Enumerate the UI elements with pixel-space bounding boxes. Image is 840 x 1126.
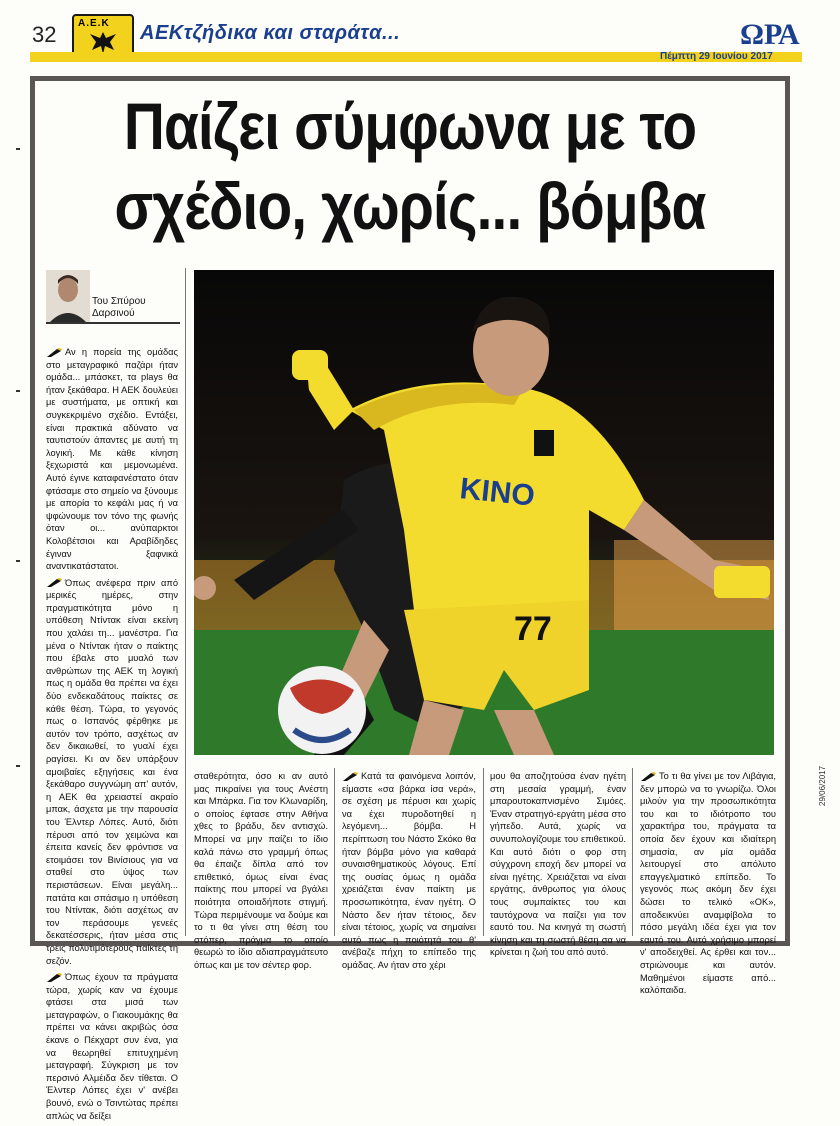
headline-line-1: Παίζει σύμφωνα με το bbox=[123, 89, 697, 163]
author-byline bbox=[92, 296, 146, 320]
pen-icon bbox=[46, 973, 62, 983]
headline-line-2: σχέδιο, χωρίς... βόμβα bbox=[114, 169, 706, 243]
author-photo bbox=[46, 270, 90, 322]
article-column-4 bbox=[490, 770, 626, 963]
pen-icon bbox=[46, 348, 62, 358]
pen-icon bbox=[46, 578, 62, 588]
shorts-number: 77 bbox=[514, 610, 552, 648]
col1-paragraph-3: Όπως έχουν τα πράγματα τώρα, χωρίς καν να έχουμε φτάσει στα μισά των μεταγραφών, ο Γιακουμάκης θα πρέπει να κάνει ακριβώς όσα έκανε ο Πέκχαρτ συν ένα, για να θεωρηθεί επιτυχημένη μεταγραφή. Σύγκριση με τον περσινό Αλμέιδα δεν τίθεται. Ο Έλντερ Λόπες έχει ν' ανέβει βουνό, ενώ ο Τσιντώτας πρέπει απλώς να δείξει bbox=[46, 972, 178, 1121]
headline bbox=[92, 86, 728, 246]
col2-paragraph-1: σταθερότητα, όσο κι αν αυτό μας πικραίνει για τους Ανέστη και Μπάρκα. Για τον Κλωναρίδη, ο οποίος έφτασε στην Αθήνα χθες το βράδυ, δεν αντισχώ. Μπορεί να μην παίζει το ίδιο καλά πάνω στο γραμμή όπως θα έπαιζε δίπλα από τον επιθετικό, όμως είναι ένας παίκτης που μπορεί να βγάλει ποιότητα οποιαδήποτε στιγμή. Τώρα περιμένουμε να δούμε και το τι θα γίνει στη θέση του στόπερ, πράγμα το οποίο θεωρώ το ίδιο αδιαπραγμάτευτο όπως και με τον σέντερ φορ. bbox=[194, 771, 328, 970]
col5-paragraph-1: Το τι θα γίνει με τον Λιβάγια, δεν μπορώ να το γνωρίζω. Όλοι μιλούν για την προσωπικότητα του και το ιδιότροπο του χαρακτήρα του, πράγματα τα οποία δεν έχουν και ιδιαίτερη σημασία, αν μία ομάδα λειτουργεί στο απόλυτο επαγγελματικό επίπεδο. Το γεγονός πως ακόμη δεν έχει δώσει το τελικό «ΟΚ», αποδεικνύει αναμφίβολα το πόσο μεγάλη ιδέα έχει για τον εαυτό του. Αυτό χρήσιμο μπορεί ν' αποδειχθεί. Ας έρθει και τον... στριώνουμε και αυτόν. Μαθημένοι είμαστε από... καλόπαιδα. bbox=[640, 771, 776, 996]
article-photo bbox=[194, 270, 774, 755]
author-line-2: Δαρσινού bbox=[92, 308, 135, 319]
column-divider bbox=[334, 768, 335, 936]
masthead: ΩΡΑ bbox=[740, 18, 800, 51]
pen-icon bbox=[640, 772, 656, 782]
issue-date: Πέμπτη 29 Ιουνίου 2017 bbox=[660, 51, 773, 62]
article-column-2 bbox=[194, 770, 328, 976]
author-line-1: Του Σπύρου bbox=[92, 296, 146, 307]
page-number: 32 bbox=[32, 22, 57, 47]
article-column-5 bbox=[640, 770, 776, 1001]
edge-mark bbox=[16, 560, 20, 562]
column-divider bbox=[632, 768, 633, 936]
side-date-stamp: 29/06/2017 bbox=[818, 765, 827, 806]
article-column-3 bbox=[342, 770, 476, 976]
column-divider bbox=[185, 268, 186, 936]
edge-mark bbox=[16, 390, 20, 392]
column-divider bbox=[483, 768, 484, 936]
photo-sponsor: KINO bbox=[458, 472, 537, 513]
section-title: AEKτζήδικα και σταράτα... bbox=[140, 22, 401, 44]
col3-paragraph-1: Κατά τα φαινόμενα λοιπόν, είμαστε «σα βάρκα ίσα νερά», σε σχέση με πέρυσι και χωρίς να έχει πυροδοτηθεί η λεγόμενη... βόμβα. Η περίπτωση του Νάστο Σκόκο θα ήταν βόμβα μόνο για καθαρά συναισθηματικούς λόγους. Επί της ουσίας όμως η ομάδα χρειάζεται έναν παίκτη με προσωπικότητα, έναν ηγέτη. Ο Νάστο δεν ήταν τέτοιος, δεν είναι τέτοιος, χωρίς να σημαίνει αυτό πως η ποιότητά του θ' ανέβαζε πήχη το επίπεδο της ομάδας. Αν ήταν στο χέρι bbox=[342, 771, 476, 970]
author-divider bbox=[46, 322, 180, 324]
col1-paragraph-2: Όπως ανέφερα πριν από μερικές ημέρες, στην πραγματικότητα μόνο η υπόθεση Ντίντακ είναι εκείνη που χαλάει τη... μανέστρα. Για μένα ο Ντίντακ ήταν ο παίκτης που έβαλε στο μυαλό των ανθρώπων της ΑΕΚ τη λογική πως η ομάδα θα πρέπει να έχει δύο ενδεκαδάτους παίκτες σε κάθε θέση. Τώρα, το γεγονός πως ο Ισπανός φέρθηκε με αυτόν τον τρόπο, ασχέτως αν δεν δικαιωθεί, το γυαλί έχει ραγίσει. Κι αν δεν υπάρξουν αμοιβαίες εξηγήσεις και ένα ξεκάθαρο συγγνώμη απ' αυτόν, η ΑΕΚ θα χρειαστεί ακραίο μπακ, άσχετα με την παρουσία του Έλντερ Λόπες. Αυτό, διότι πέρυσι από τον χειμώνα και έπειτα κανείς δεν φρόντισε να ετοιμάσει τον Βινίσιους για να σταθεί στο ύψος των περιστάσεων. Είναι μεγάλη... πατάτα και σπάσιμο η υπόθεση του Ντίντακ, διότι ασχέτως αν τον περάσουμε γενεές δεκατέσσερις, ήταν μέσα στις τρεις πολυτιμότερους παίκτες τη σεζόν. bbox=[46, 577, 178, 966]
col1-paragraph-1: Αν η πορεία της ομάδας στο μεταγραφικό παζάρι ήταν ομάδα... μπάσκετ, τα plays θα ήταν ξεκάθαρα. Η ΑΕΚ δουλεύει με συστήματα, με οπτική και συγκεκριμένο σχέδιο. Εντάξει, είναι πρακτικά αδύνατο να ταυτιστούν άπαντες με αυτή τη λογική. Με κάθε κίνηση ξεχωριστά και μεμονωμένα. Αυτό έγινε καταφανέστατο όταν φτάσαμε στο σημείο να ξύνουμε με απορία το κεφάλι μας ή να ψφώνουμε τον τόνο της φωνής όταν οι... ανύπαρκτοι Κολοβέτσιοι και Αραβίδηδες έγιναν ξαφνικά αναντικατάστατοι. bbox=[46, 347, 178, 572]
col4-paragraph-1: μου θα αποζητούσα έναν ηγέτη στη μεσαία γραμμή, έναν μπαρουτοκαπνισμένο Σιμόες. Έναν στρατηγό-εργάτη μέσα στο γήπεδο. Αυτά, χωρίς να συνυπολογίζουμε του επιθετικού. Και αυτό διότι ο φορ στη σύγχρονη εποχή δεν μπορεί να είναι ηγέτης. Χρειάζεται να είναι εργάτης, άνθρωπος για όλους τους συμπαίκτες του και ταυτόχρονα να παίζει για τον εαυτό του. Να κινηγά τη σωστή κίνηση και τη σωστή θέση σα να κρίνεται η ζωή του από αυτό. bbox=[490, 771, 626, 958]
article-column-1 bbox=[46, 346, 178, 1126]
edge-mark bbox=[16, 148, 20, 150]
logo-text: Α.Ε.Κ bbox=[78, 18, 110, 29]
edge-mark bbox=[16, 765, 20, 767]
pen-icon bbox=[342, 772, 358, 782]
